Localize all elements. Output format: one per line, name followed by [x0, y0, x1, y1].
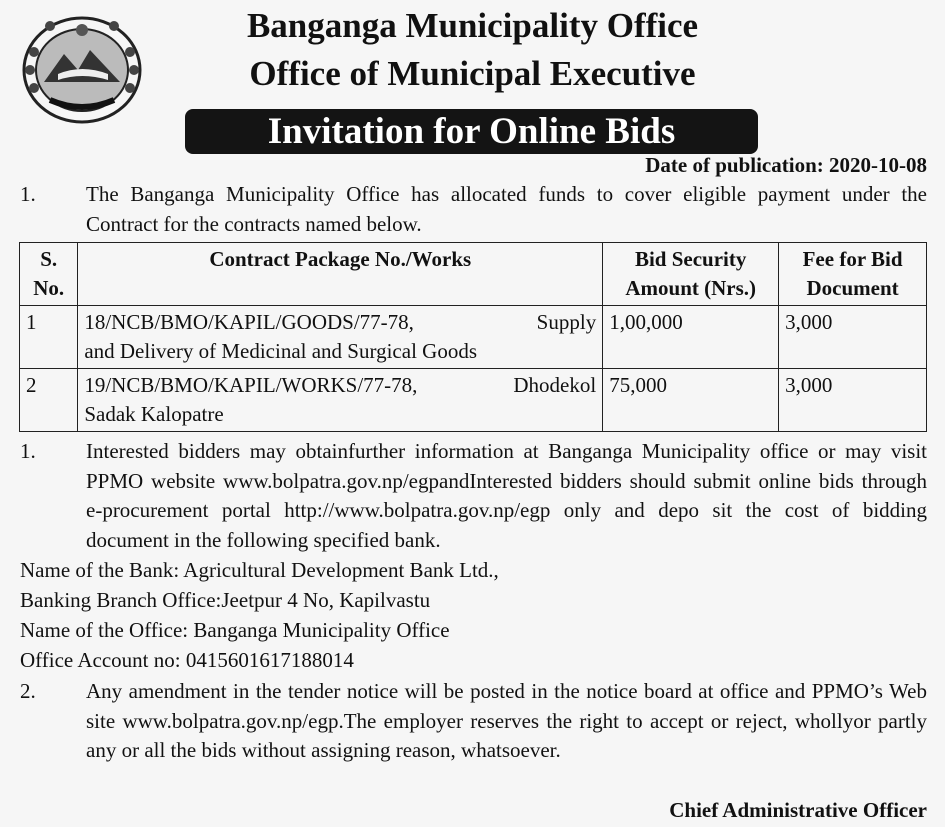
section1-paragraph: Interested bidders may obtainfurther information at Banganga Municipality office or may visit PPMO website www.bolpatra.gov.np/egpandInterested bidders should submit online bids through e-procurement portal http://www.bolpatra.gov.np/egp only and depo sit the cost of bidding document in the following specified bank.: [86, 439, 927, 552]
section1-number: 1.: [20, 439, 36, 463]
cell-fee: 3,000: [779, 369, 927, 432]
office-subtitle: Office of Municipal Executive: [249, 54, 696, 93]
intro-number: 1.: [20, 182, 36, 206]
package-line: 19/NCB/BMO/KAPIL/WORKS/77-78, Dhodekol: [84, 373, 597, 397]
section2-number: 2.: [20, 679, 36, 703]
contracts-table: [19, 242, 927, 432]
publication-date: Date of publication: 2020-10-08: [645, 153, 927, 177]
cell-security: 75,000: [603, 369, 779, 432]
package-line: 18/NCB/BMO/KAPIL/GOODS/77-78, Supply: [84, 310, 597, 334]
cell-sn: 1: [20, 306, 78, 369]
cell-security: 1,00,000: [603, 306, 779, 369]
cell-package: [78, 369, 603, 432]
table-header-row: [20, 243, 927, 306]
package-line: Sadak Kalopatre: [84, 402, 224, 426]
bank-name: Name of the Bank: Agricultural Development Bank Ltd.,: [20, 558, 499, 582]
package-line: and Delivery of Medicinal and Surgical Goods: [84, 339, 477, 363]
header-security: Bid Security Amount (Nrs.): [603, 243, 779, 306]
cell-sn: 2: [20, 369, 78, 432]
header-fee: Fee for Bid Document: [779, 243, 927, 306]
bank-account: Office Account no: 0415601617188014: [20, 648, 354, 672]
table-row: [20, 306, 927, 369]
header-package: Contract Package No./Works: [78, 243, 603, 306]
cell-package: [78, 306, 603, 369]
header-sn: S. No.: [20, 243, 78, 306]
bank-office: Name of the Office: Banganga Municipality Office: [20, 618, 450, 642]
section2-paragraph: Any amendment in the tender notice will be posted in the notice board at office and PPMO’s Web site www.bolpatra.gov.np/egp.The employer reserves the right to accept or reject, whollyor partly any or all the bids without assigning reason, whatsoever.: [86, 679, 927, 762]
signature: Chief Administrative Officer: [669, 798, 927, 822]
intro-paragraph: The Banganga Municipality Office has allocated funds to cover eligible payment under the Contract for the contracts named below.: [86, 182, 927, 236]
cell-fee: 3,000: [779, 306, 927, 369]
municipality-emblem-logo: [20, 10, 144, 125]
notice-banner: Invitation for Online Bids: [185, 109, 758, 154]
bank-branch: Banking Branch Office:Jeetpur 4 No, Kapilvastu: [20, 588, 431, 612]
table-row: [20, 369, 927, 432]
office-title: Banganga Municipality Office: [246, 6, 699, 45]
